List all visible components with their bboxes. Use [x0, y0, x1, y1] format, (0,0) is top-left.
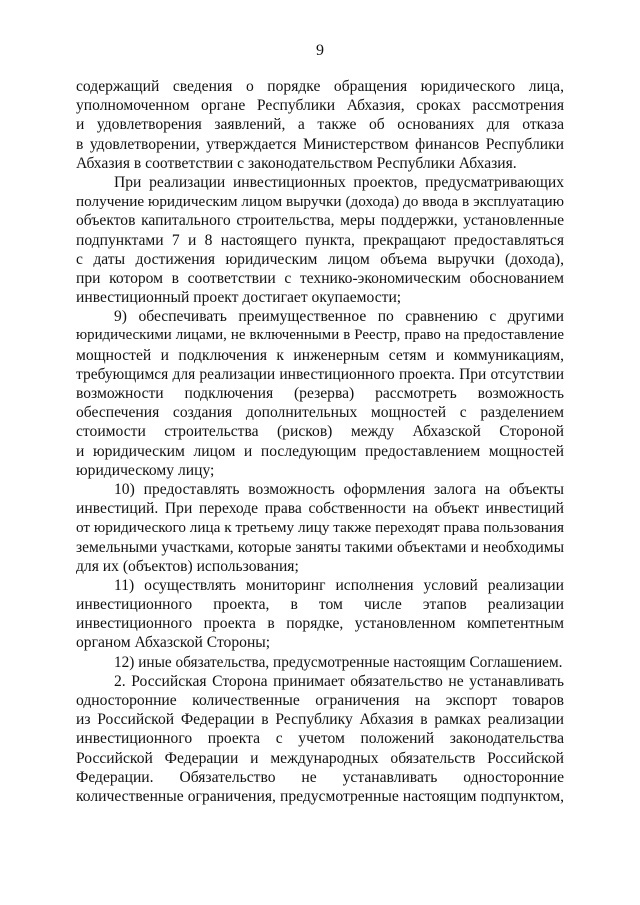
text-line: с даты достижения юридическим лицом объема выручки (дохода), — [76, 250, 564, 268]
text-line: инвестиционного проекта в порядке, установленном компетентным — [76, 615, 564, 633]
text-line: для их (объектов) использования; — [76, 557, 299, 575]
text-line: мощностей и подключения к инженерным сетям и коммуникациям, — [76, 346, 564, 364]
text-line: 12) иные обязательства, предусмотренные настоящим Соглашением. — [114, 653, 563, 671]
text-line: 9) обеспечивать преимущественное по сравнению с другими — [114, 308, 564, 326]
text-line: инвестиций. При переходе права собственности на объект инвестиций — [76, 500, 564, 518]
text-line: Абхазия в соответствии с законодательством Республики Абхазия. — [76, 154, 517, 172]
page-number: 9 — [316, 42, 324, 59]
text-line: 11) осуществлять мониторинг исполнения условий реализации — [114, 576, 564, 594]
text-line: при котором в соответствии с технико-экономическим обоснованием — [76, 269, 564, 287]
text-line: требующимся для реализации инвестиционного проекта. При отсутствии — [76, 365, 564, 383]
text-line: и удовлетворения заявлений, а также об основаниях для отказа — [76, 116, 564, 134]
text-line: получение юридическим лицом выручки (дохода) до ввода в эксплуатацию — [76, 193, 564, 211]
text-line: юридическими лицами, не включенными в Реестр, право на предоставление — [76, 327, 564, 344]
text-line: инвестиционного проекта с учетом положений законодательства — [76, 730, 564, 748]
text-line: односторонние количественные ограничения на экспорт товаров — [76, 692, 564, 709]
text-line: инвестиционный проект достигает окупаемости; — [76, 289, 402, 307]
text-line: содержащий сведения о порядке обращения юридического лица, — [76, 78, 564, 95]
body-text — [76, 77, 564, 806]
text-line: уполномоченном органе Республики Абхазия, сроках рассмотрения — [76, 97, 564, 115]
text-line: в удовлетворении, утверждается Министерством финансов Республики — [76, 135, 564, 153]
text-line: Российской Федерации и международных обязательств Российской — [76, 749, 564, 767]
text-line: Федерации. Обязательство не устанавливать односторонние — [76, 768, 564, 786]
text-line: от юридического лица к третьему лицу также переходят права пользования — [76, 519, 564, 537]
text-line: подпунктами 7 и 8 настоящего пункта, прекращают предоставляться — [76, 231, 564, 249]
text-line: юридическому лицу; — [76, 461, 215, 479]
text-line: органом Абхазской Стороны; — [76, 634, 271, 652]
text-line: 10) предоставлять возможность оформления залога на объекты — [114, 480, 564, 498]
text-line: объектов капитального строительства, меры поддержки, установленные — [76, 212, 564, 230]
text-line: возможности подключения (резерва) рассмотреть возможность — [76, 385, 564, 402]
text-line: инвестиционного проекта, в том числе этапов реализации — [76, 596, 564, 614]
text-line: количественные ограничения, предусмотренные настоящим подпунктом, — [76, 787, 564, 805]
text-line: При реализации инвестиционных проектов, предусматривающих — [114, 173, 564, 191]
text-line: обеспечения создания дополнительных мощностей с разделением — [76, 404, 564, 422]
text-line: из Российской Федерации в Республику Абхазия в рамках реализации — [76, 711, 564, 729]
text-line: стоимости строительства (рисков) между Абхазской Стороной — [76, 423, 564, 441]
text-line: земельными участками, которые заняты такими объектами и необходимы — [76, 538, 564, 556]
text-line: 2. Российская Сторона принимает обязательство не устанавливать — [114, 672, 564, 690]
text-line: и юридическим лицом и последующим предоставлением мощностей — [76, 442, 564, 460]
